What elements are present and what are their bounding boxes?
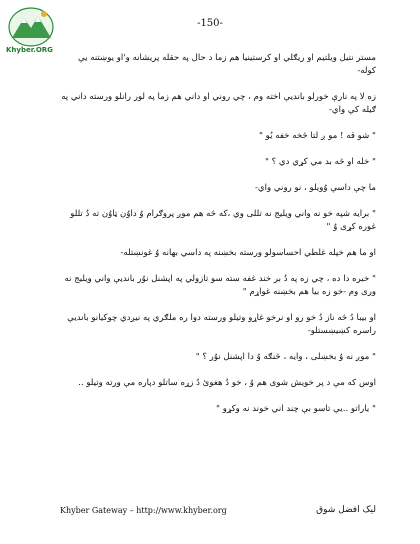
paragraph: " برایه شپه خو نه واني ویلیج نه تللی وي ،که څه هم موږ پروګرام وُ داوُن ټاوُن ته دُ تللو غوره کړی وُ " [70, 209, 376, 232]
footer-site-link[interactable]: Khyber Gateway – http://www.khyber.org [60, 506, 227, 515]
paragraph: او ما هم خپله غلطي احساسولو ورسته بخښنه په داسي بهانه وُ غونښتله- [120, 248, 376, 258]
paragraph: " موږ نه وُ بخښلی ، وایه ، څنګه وُ دا اپشنل نوُر ؟ " [195, 352, 376, 362]
footer-author: لیک افضل شوق [316, 505, 376, 515]
document-body [60, 52, 376, 429]
paragraph: ما چې داسې وُویلو ، نو روني واي- [254, 183, 376, 193]
page-footer [60, 505, 376, 515]
paragraph: " خله او څه بد مي کړي دي ؟ " [264, 157, 376, 167]
page-number: -150- [197, 18, 223, 29]
paragraph: " یاراتو ..یې تاسو بې چند اني خوند نه وکړو " [216, 404, 376, 414]
paragraph: مستر نتیل ویلتیم او ریګلي او کرستینیا هم زما د حال په حقله پریشانه و'او یوښتنه یې کوله- [77, 53, 376, 76]
paragraph: زه لا په نارې خورلو بانديې اخته وم ، چي روني او داني هم زما په لور رانلو ورسته داني په ګیله کې واي- [61, 92, 376, 115]
paragraph: او بیبا دُ څه ناز دُ خو رو او نرخو غاړو وتیلو ورسته دوا ره ملګري په نیږدي چوکیانو بانديې راسره کښیښستلو- [67, 313, 376, 336]
paragraph: " خبره دا ده ، چي زه په دُ بر خند غفه سته سو تازولي په اپشنل نوُر بانديې واني ویلیج نه وری وم -خو زه بیا هم بخښنه غواړم " [64, 274, 376, 297]
logo-text: Khyber.ORG [6, 46, 53, 54]
paragraph: اوس که مې د پر خویش شوی هم وُ ، خو دُ هغوئ دُ زړه ساتلو دپاره مې ورته وتیلو .. [78, 378, 376, 388]
paragraph: " شو قه ! مو ږ لتا څخه خفه یُو " [258, 131, 376, 141]
